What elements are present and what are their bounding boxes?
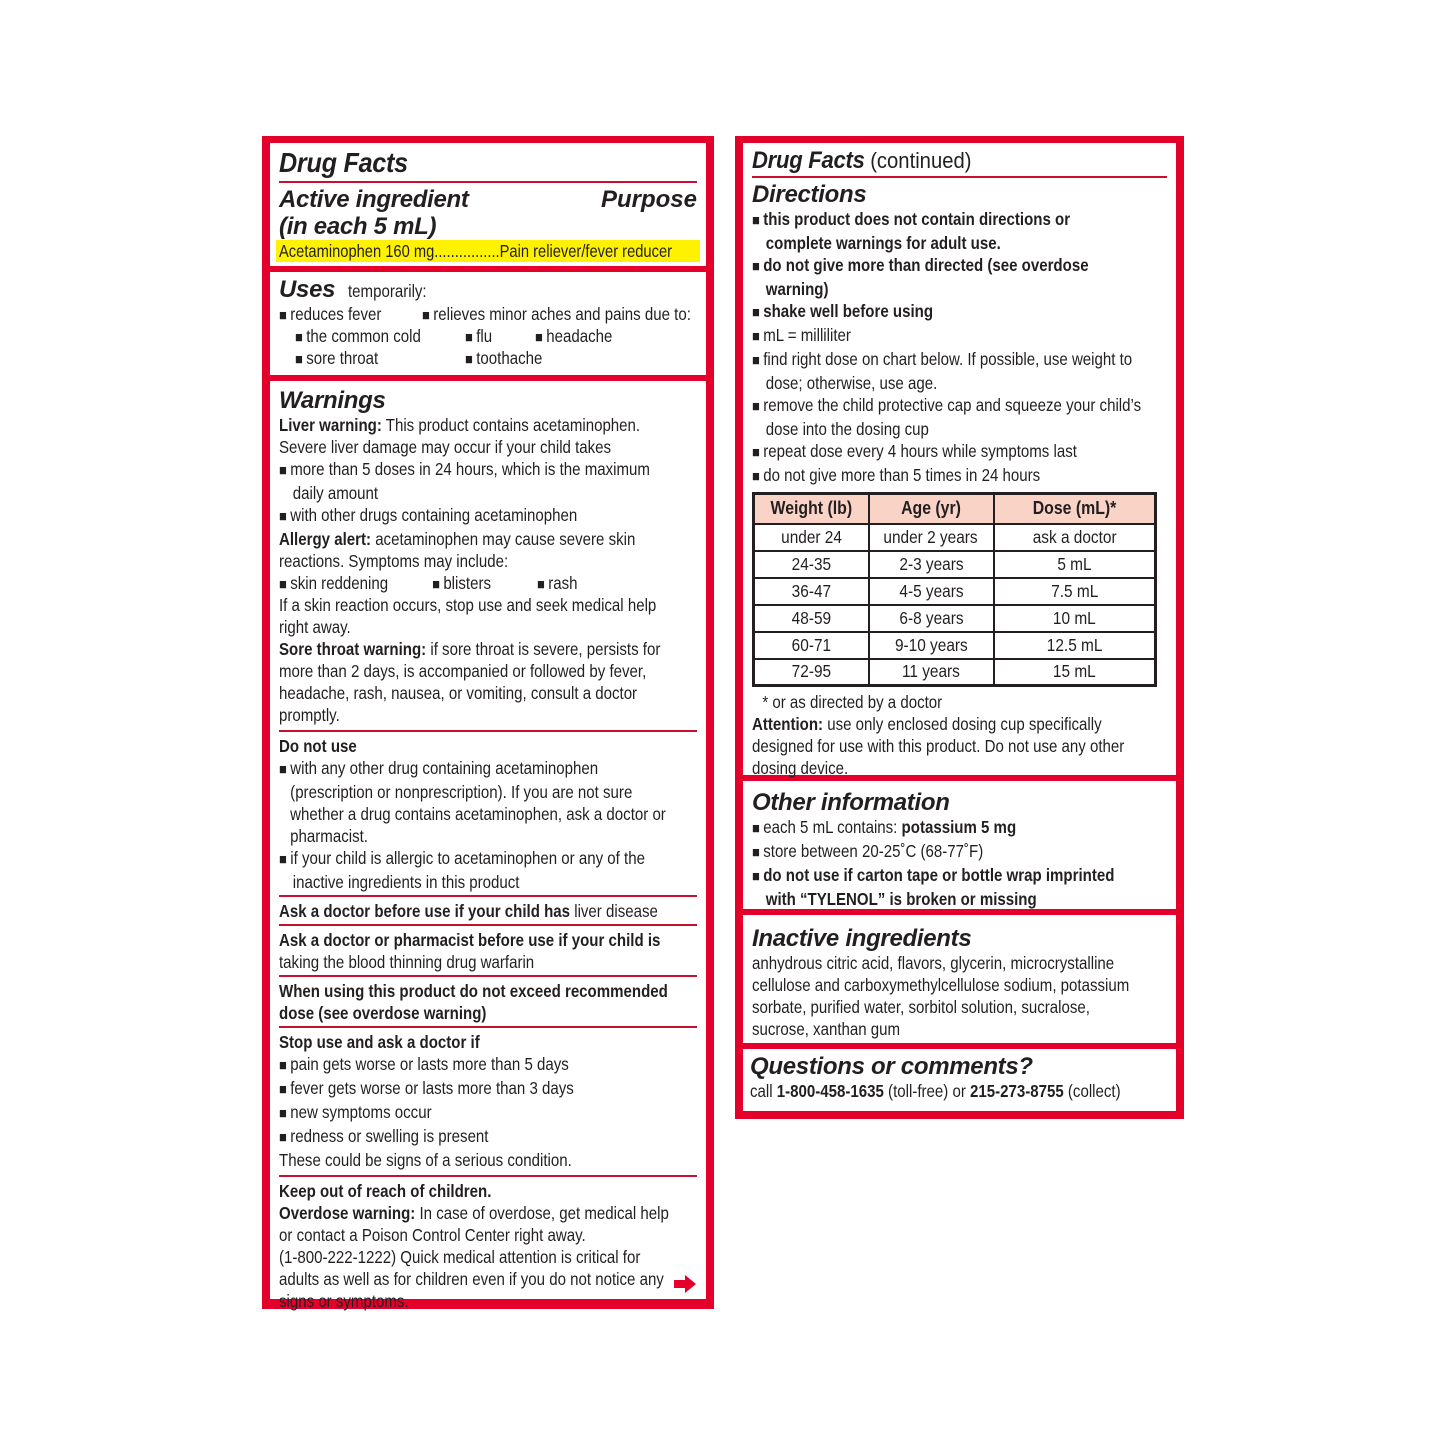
inactive-ingredients-text: sorbate, purified water, sorbitol solution, sucralose, (752, 997, 1090, 1017)
weight-cell: 48-59 (754, 605, 869, 632)
stop-use-title: Stop use and ask a doctor if (279, 1032, 480, 1052)
table-header-row (754, 494, 1156, 524)
use-item: ■ relieves minor aches and pains due to: (422, 303, 691, 327)
symptom-item: ■ skin reddening (279, 572, 388, 596)
active-ingredient-heading: Active ingredient (279, 186, 469, 213)
direction-item: ■ do not give more than directed (see overdose (752, 254, 1109, 278)
overdose-warning-text: or contact a Poison Control Center right away. (279, 1225, 586, 1245)
use-item: ■ sore throat (295, 347, 378, 371)
divider (279, 181, 697, 183)
age-cell: 4-5 years (869, 578, 994, 605)
age-cell: 6-8 years (869, 605, 994, 632)
ask-doctor-text: liver disease (570, 901, 658, 921)
purpose-heading: Purpose (600, 186, 697, 213)
weight-cell: 60-71 (754, 632, 869, 659)
symptom-item: ■ rash (537, 572, 578, 596)
overdose-warning-text: signs or symptoms. (279, 1291, 409, 1311)
attention-label: Attention: (752, 714, 824, 734)
table-row (754, 659, 1156, 686)
sore-throat-label: Sore throat warning: (279, 639, 427, 659)
inactive-ingredients-box (743, 915, 1176, 1043)
use-item: ■ the common cold (295, 325, 421, 349)
divider (752, 176, 1167, 178)
direction-item: ■ this product does not contain directions or (752, 208, 1109, 232)
questions-box (743, 1049, 1176, 1111)
allergy-alert-label: Allergy alert: (279, 529, 372, 549)
direction-item: ■ do not give more than 5 times in 24 hours (752, 464, 1109, 488)
liver-warning-label: Liver warning: (279, 415, 382, 435)
ask-pharmacist-label: Ask a doctor or pharmacist before use if your child is (279, 930, 661, 950)
contact-line (750, 1080, 1121, 1102)
divider (279, 1026, 697, 1028)
allergy-alert-text: reactions. Symptoms may include: (279, 551, 509, 571)
do-not-use-item-cont: (prescription or nonprescription). If you are not sure (290, 782, 633, 802)
dose-cell: 5 mL (994, 551, 1156, 578)
do-not-use-title: Do not use (279, 736, 357, 756)
table-row (754, 524, 1156, 551)
direction-item: ■ shake well before using (752, 300, 1109, 324)
weight-cell: 72-95 (754, 659, 869, 686)
drug-facts-title: Drug Facts (752, 147, 865, 174)
other-information-box (743, 781, 1176, 909)
dosing-table (752, 492, 1157, 687)
age-cell: 2-3 years (869, 551, 994, 578)
sore-throat-text: promptly. (279, 705, 340, 725)
continued-label: (continued) (864, 148, 972, 173)
toll-free-label: (toll-free) or (883, 1081, 971, 1101)
allergy-alert-text: right away. (279, 617, 351, 637)
call-label: call (750, 1081, 777, 1101)
use-item: ■ toothache (465, 347, 542, 371)
direction-item-cont: dose into the dosing cup (765, 419, 929, 439)
divider (279, 895, 697, 897)
dose-cell: 12.5 mL (994, 632, 1156, 659)
liver-warning-text: Severe liver damage may occur if your child takes (279, 437, 612, 457)
ingredient-row (276, 240, 700, 262)
stop-use-item: ■ pain gets worse or lasts more than 5 days (279, 1053, 638, 1077)
toll-free-phone: 1-800-458-1635 (776, 1081, 884, 1101)
stop-use-note: These could be signs of a serious condition. (279, 1150, 572, 1170)
drug-facts-panel-right (735, 136, 1184, 1119)
table-row (754, 632, 1156, 659)
allergy-alert-text: acetaminophen may cause severe skin (371, 529, 636, 549)
stop-use-item: ■ fever gets worse or lasts more than 3 days (279, 1077, 638, 1101)
table-header-age: Age (yr) (869, 494, 994, 524)
attention-text: designed for use with this product. Do not use any other (752, 736, 1125, 756)
dose-cell: 7.5 mL (994, 578, 1156, 605)
table-row (754, 605, 1156, 632)
direction-item-cont: dose; otherwise, use age. (765, 373, 938, 393)
inactive-ingredients-text: sucrose, xanthan gum (752, 1019, 901, 1039)
age-cell: 11 years (869, 659, 994, 686)
other-info-item-cont: with “TYLENOL” is broken or missing (765, 889, 1037, 909)
do-not-use-item: ■ with any other drug containing acetaminophen (279, 757, 638, 781)
drug-facts-title: Drug Facts (279, 147, 408, 178)
dose-cell: 10 mL (994, 605, 1156, 632)
overdose-warning-text: In case of overdose, get medical help (415, 1203, 669, 1223)
stop-use-item: ■ redness or swelling is present (279, 1125, 638, 1149)
potassium-content: potassium 5 mg (901, 817, 1017, 837)
direction-item: ■ repeat dose every 4 hours while symptoms last (752, 440, 1109, 464)
ingredient-purpose: Pain reliever/fever reducer (499, 241, 673, 261)
continue-arrow-icon (674, 1275, 696, 1293)
warnings-title: Warnings (279, 387, 386, 414)
inactive-ingredients-text: anhydrous citric acid, flavors, glycerin, microcrystalline (752, 953, 1115, 973)
other-info-item: ■ do not use if carton tape or bottle wrap imprinted (752, 864, 1109, 888)
table-header-dose: Dose (mL)* (994, 494, 1156, 524)
divider (279, 975, 697, 977)
inactive-ingredients-title: Inactive ingredients (752, 925, 972, 952)
allergy-symptoms (279, 572, 638, 594)
overdose-warning-text: (1-800-222-1222) Quick medical attention is critical for (279, 1247, 641, 1267)
table-footnote: * or as directed by a doctor (762, 692, 943, 712)
uses-box (270, 272, 706, 375)
direction-item: ■ remove the child protective cap and squeeze your child’s (752, 394, 1109, 418)
when-using-text: When using this product do not exceed recommended (279, 981, 668, 1001)
stop-use-item: ■ new symptoms occur (279, 1101, 638, 1125)
liver-warning-item-cont: daily amount (292, 483, 379, 503)
liver-warning-text: This product contains acetaminophen. (381, 415, 641, 435)
table-header-weight: Weight (lb) (754, 494, 869, 524)
other-info-item: ■ store between 20-25˚C (68-77˚F) (752, 840, 1109, 864)
age-cell: under 2 years (869, 524, 994, 551)
do-not-use-item-cont: inactive ingredients in this product (292, 872, 520, 892)
questions-title: Questions or comments? (750, 1053, 1033, 1080)
overdose-warning-text: adults as well as for children even if you do not notice any (279, 1269, 664, 1289)
when-using-text: dose (see overdose warning) (279, 1003, 487, 1023)
active-ingredient-box (270, 143, 706, 266)
direction-item: ■ mL = milliliter (752, 324, 1109, 348)
attention-text: dosing device. (752, 758, 849, 778)
sore-throat-text: if sore throat is severe, persists for (426, 639, 661, 659)
dose-cell: 15 mL (994, 659, 1156, 686)
direction-item-cont: complete warnings for adult use. (765, 233, 1001, 253)
sore-throat-text: headache, rash, nausea, or vomiting, consult a doctor (279, 683, 638, 703)
use-item: ■ flu (465, 325, 492, 349)
directions-box (743, 143, 1176, 778)
weight-cell: under 24 (754, 524, 869, 551)
sore-throat-text: more than 2 days, is accompanied or followed by fever, (279, 661, 647, 681)
ask-pharmacist-text: taking the blood thinning drug warfarin (279, 952, 535, 972)
direction-item: ■ find right dose on chart below. If possible, use weight to (752, 348, 1109, 372)
keep-out-of-reach: Keep out of reach of children. (279, 1181, 492, 1201)
ask-doctor-label: Ask a doctor before use if your child has (279, 901, 571, 921)
active-ingredient-subheading: (in each 5 mL) (279, 213, 437, 240)
do-not-use-item-cont: pharmacist. (290, 826, 368, 846)
symptom-item: ■ blisters (432, 572, 491, 596)
uses-list (279, 303, 697, 369)
warnings-box (270, 381, 706, 1311)
collect-phone: 215-273-8755 (970, 1081, 1064, 1101)
table-row (754, 578, 1156, 605)
weight-cell: 36-47 (754, 578, 869, 605)
liver-warning-item: ■ more than 5 doses in 24 hours, which is the maximum (279, 458, 638, 482)
divider (279, 730, 697, 732)
use-item: ■ reduces fever (279, 303, 381, 327)
drug-facts-panel-left (262, 136, 714, 1309)
other-information-title: Other information (752, 789, 950, 816)
divider (279, 1175, 697, 1177)
age-cell: 9-10 years (869, 632, 994, 659)
dose-cell: ask a doctor (994, 524, 1156, 551)
overdose-warning-label: Overdose warning: (279, 1203, 416, 1223)
inactive-ingredients-text: cellulose and carboxymethylcellulose sodium, potassium (752, 975, 1130, 995)
direction-item-cont: warning) (765, 279, 829, 299)
divider (279, 924, 697, 926)
attention-text: use only enclosed dosing cup specifically (823, 714, 1102, 734)
other-info-item (752, 816, 1109, 840)
uses-title: Uses (279, 276, 336, 303)
uses-subtitle: temporarily: (347, 281, 427, 301)
collect-label: (collect) (1063, 1081, 1121, 1101)
do-not-use-item: ■ if your child is allergic to acetaminophen or any of the (279, 847, 638, 871)
liver-warning-item: ■ with other drugs containing acetaminophen (279, 504, 638, 528)
table-row (754, 551, 1156, 578)
weight-cell: 24-35 (754, 551, 869, 578)
ingredient-name: Acetaminophen 160 mg................ (279, 241, 500, 261)
directions-title: Directions (752, 181, 867, 208)
use-item: ■ headache (535, 325, 612, 349)
other-info-text: each 5 mL contains: (763, 817, 902, 837)
allergy-alert-text: If a skin reaction occurs, stop use and seek medical help (279, 595, 657, 615)
do-not-use-item-cont: whether a drug contains acetaminophen, ask a doctor or (290, 804, 666, 824)
